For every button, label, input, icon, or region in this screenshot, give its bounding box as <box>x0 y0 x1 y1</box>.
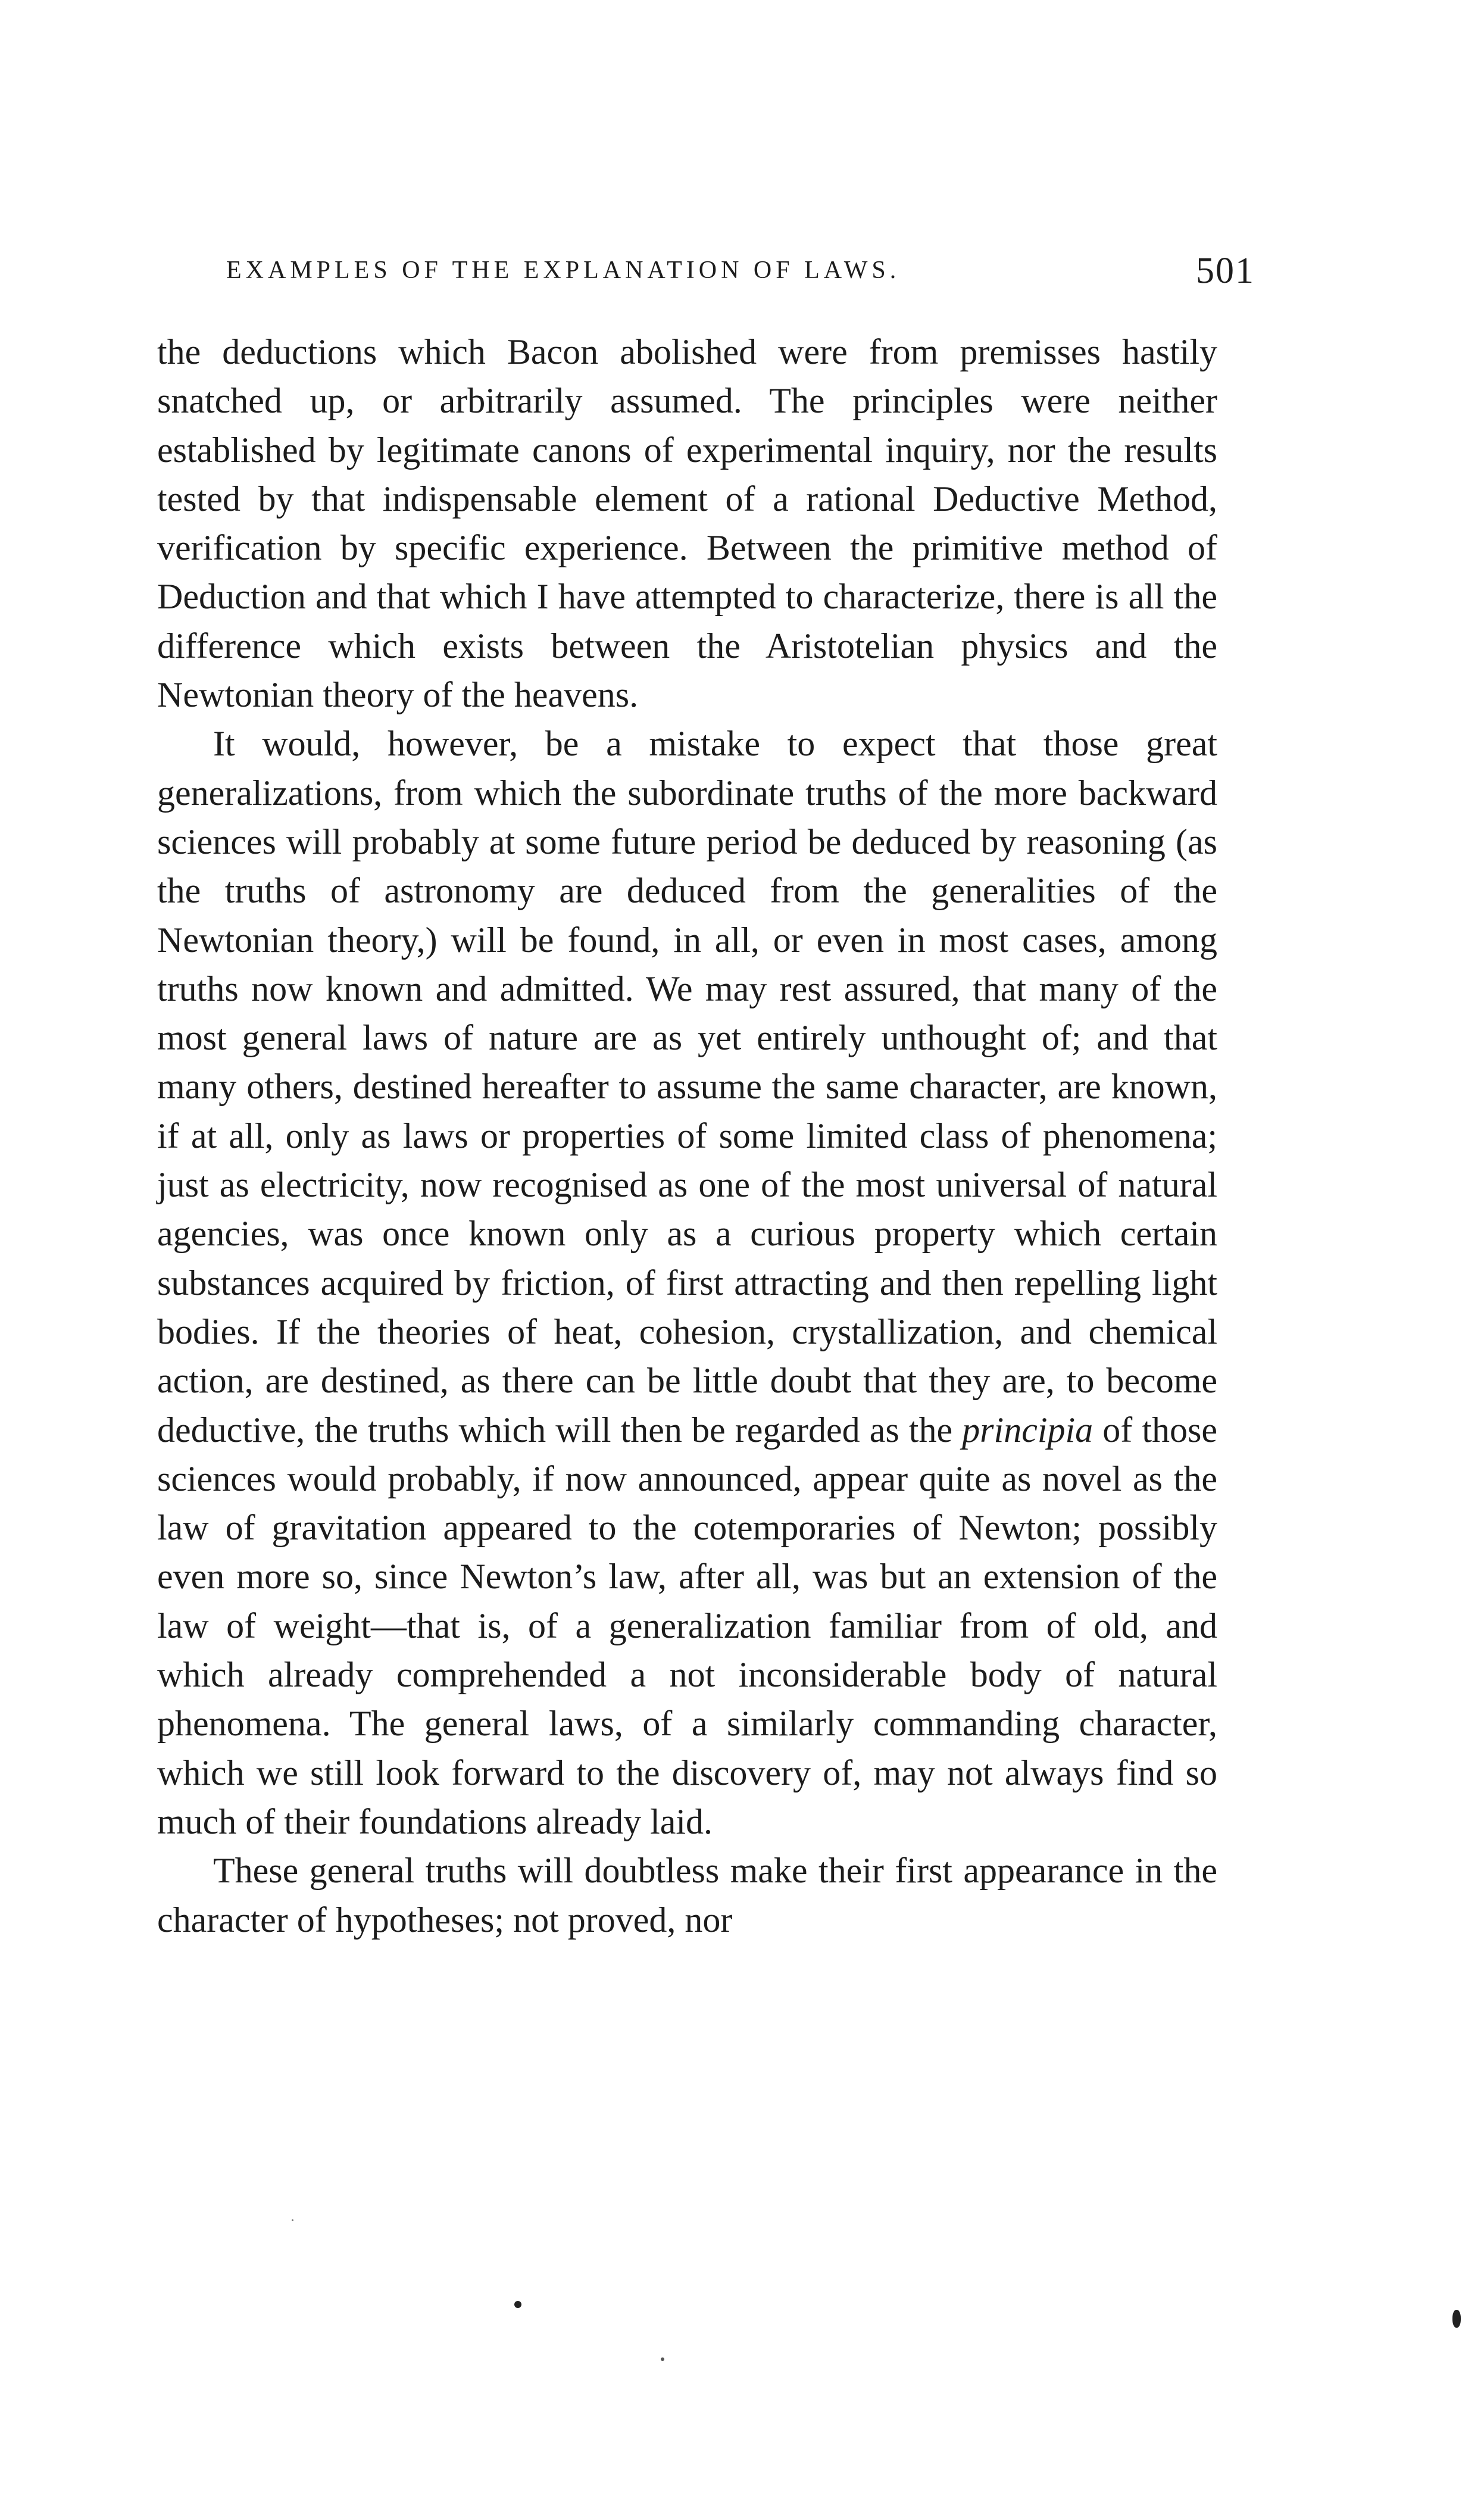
paragraph-1-text: the deductions which Bacon abolished were from premisses hastily snatched up, or arbitrarily assumed. The principles were neither established by legitimate canons of experimental inquiry, nor the results tested by that indispensable element of a rational Deductive Method, verification by specific experience. Between the primitive method of Deduction and that which I have attempted to characterize, there is all the difference which exists between the Aristotelian physics and the Newtonian theory of the heavens. <box>157 332 1217 715</box>
principia-emphasis: principia <box>962 1410 1094 1450</box>
ink-speck <box>514 2301 521 2308</box>
ink-speck <box>661 2357 664 2361</box>
page-number: 501 <box>1196 251 1255 291</box>
running-head <box>226 250 1255 298</box>
paragraph-1 <box>157 327 1217 719</box>
paragraph-3-text: These general truths will doubtless make their first appearance in the character of hypotheses; not proved, nor <box>157 1851 1217 1940</box>
ink-blot <box>1452 2310 1461 2328</box>
body-text <box>157 327 1217 1944</box>
paragraph-2 <box>157 719 1217 1846</box>
paragraph-3 <box>157 1846 1217 1944</box>
running-title: EXAMPLES OF THE EXPLANATION OF LAWS. <box>226 257 901 284</box>
paragraph-2-text-end: of those sciences would probably, if now announced, appear quite as novel as the law of gravitation appeared to the cotemporaries of Newton; possibly even more so, since Newton’s law, after all, was but an extension of the law of weight—that is, of a generalization familiar from of old, and which already comprehended a not inconsiderable body of natural phenomena. The general laws, of a similarly commanding character, which we still look forward to the discovery of, may not always find so much of their foundations already laid. <box>157 1410 1217 1841</box>
paragraph-2-text-start: It would, however, be a mistake to expect that those great generalizations, from which the subordinate truths of the more backward sciences will probably at some future period be deduced by reasoning (as the truths of astronomy are deduced from the generalities of the Newtonian theory,) will be found, in all, or even in most cases, among truths now known and admitted. We may rest assured, that many of the most general laws of nature are as yet entirely unthought of; and that many others, destined hereafter to assume the same character, are known, if at all, only as laws or properties of some limited class of phenomena; just as electricity, now recognised as one of the most universal of natural agencies, was once known only as a curious property which certain substances acquired by friction, of first attracting and then repelling light bodies. If the theories of heat, cohesion, crystallization, and chemical action, are destined, as there can be little doubt that they are, to become deductive, the truths which will then be regarded as the <box>157 724 1217 1450</box>
ink-speck <box>292 2219 293 2221</box>
